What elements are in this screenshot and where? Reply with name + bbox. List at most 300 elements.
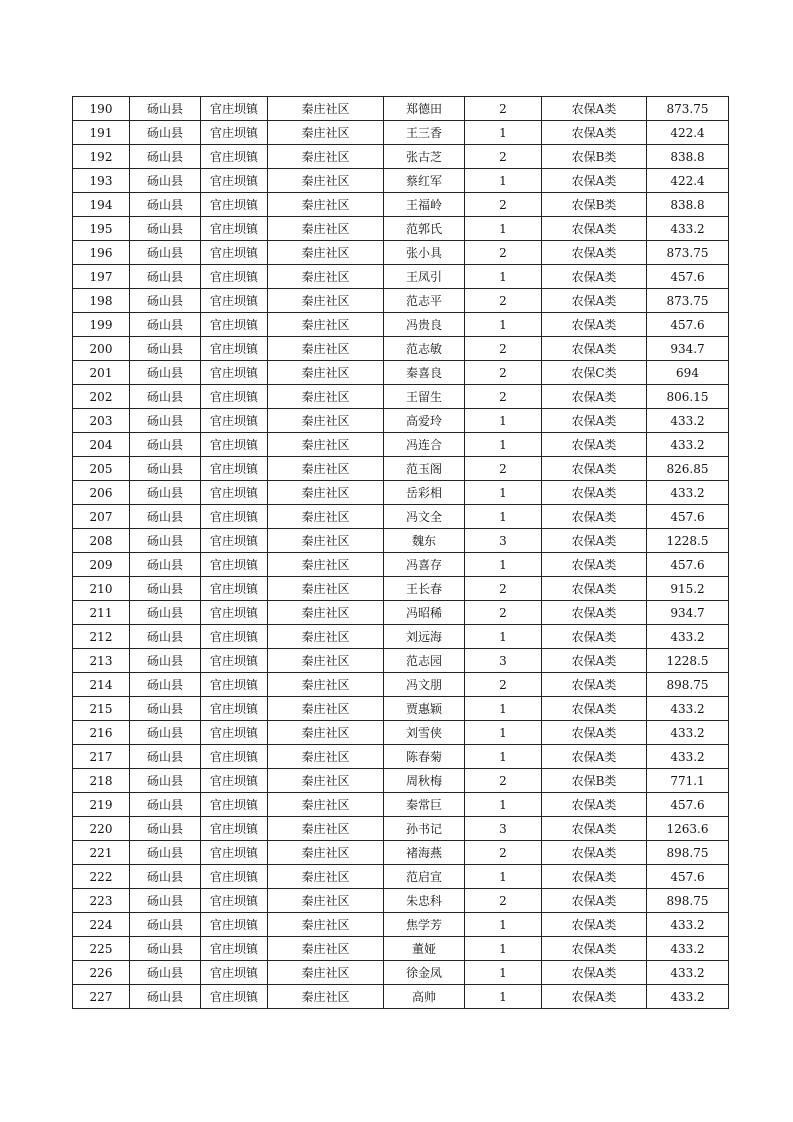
county-cell: 砀山县: [130, 193, 201, 217]
category-cell: 农保A类: [542, 313, 647, 337]
household-size-cell: 1: [465, 625, 542, 649]
town-cell: 官庄坝镇: [201, 193, 268, 217]
row-number-cell: 194: [73, 193, 130, 217]
category-cell: 农保A类: [542, 817, 647, 841]
category-cell: 农保A类: [542, 601, 647, 625]
household-size-cell: 1: [465, 745, 542, 769]
row-number-cell: 221: [73, 841, 130, 865]
county-cell: 砀山县: [130, 121, 201, 145]
category-cell: 农保A类: [542, 121, 647, 145]
county-cell: 砀山县: [130, 361, 201, 385]
county-cell: 砀山县: [130, 673, 201, 697]
community-cell: 秦庄社区: [268, 457, 384, 481]
name-cell: 朱忠科: [384, 889, 465, 913]
amount-cell: 934.7: [647, 337, 729, 361]
community-cell: 秦庄社区: [268, 841, 384, 865]
town-cell: 官庄坝镇: [201, 937, 268, 961]
household-size-cell: 1: [465, 937, 542, 961]
amount-cell: 457.6: [647, 553, 729, 577]
community-cell: 秦庄社区: [268, 145, 384, 169]
table-row: [73, 265, 729, 289]
table-row: [73, 529, 729, 553]
county-cell: 砀山县: [130, 145, 201, 169]
town-cell: 官庄坝镇: [201, 361, 268, 385]
amount-cell: 457.6: [647, 793, 729, 817]
county-cell: 砀山县: [130, 529, 201, 553]
table-row: [73, 289, 729, 313]
household-size-cell: 2: [465, 601, 542, 625]
row-number-cell: 217: [73, 745, 130, 769]
household-size-cell: 1: [465, 169, 542, 193]
row-number-cell: 206: [73, 481, 130, 505]
household-size-cell: 3: [465, 649, 542, 673]
household-size-cell: 2: [465, 385, 542, 409]
row-number-cell: 203: [73, 409, 130, 433]
amount-cell: 457.6: [647, 865, 729, 889]
town-cell: 官庄坝镇: [201, 961, 268, 985]
community-cell: 秦庄社区: [268, 625, 384, 649]
name-cell: 范启宣: [384, 865, 465, 889]
table-row: [73, 601, 729, 625]
town-cell: 官庄坝镇: [201, 577, 268, 601]
name-cell: 徐金凤: [384, 961, 465, 985]
amount-cell: 433.2: [647, 481, 729, 505]
category-cell: 农保A类: [542, 385, 647, 409]
community-cell: 秦庄社区: [268, 241, 384, 265]
household-size-cell: 2: [465, 97, 542, 121]
town-cell: 官庄坝镇: [201, 145, 268, 169]
row-number-cell: 208: [73, 529, 130, 553]
table-body: [73, 97, 729, 1009]
table-row: [73, 193, 729, 217]
table-row: [73, 625, 729, 649]
county-cell: 砀山县: [130, 577, 201, 601]
category-cell: 农保A类: [542, 265, 647, 289]
name-cell: 冯文朋: [384, 673, 465, 697]
community-cell: 秦庄社区: [268, 169, 384, 193]
name-cell: 周秋梅: [384, 769, 465, 793]
name-cell: 冯昭稀: [384, 601, 465, 625]
town-cell: 官庄坝镇: [201, 721, 268, 745]
amount-cell: 873.75: [647, 241, 729, 265]
community-cell: 秦庄社区: [268, 529, 384, 553]
table-row: [73, 865, 729, 889]
name-cell: 孙书记: [384, 817, 465, 841]
county-cell: 砀山县: [130, 697, 201, 721]
community-cell: 秦庄社区: [268, 481, 384, 505]
name-cell: 焦学芳: [384, 913, 465, 937]
community-cell: 秦庄社区: [268, 289, 384, 313]
household-size-cell: 1: [465, 313, 542, 337]
category-cell: 农保A类: [542, 625, 647, 649]
town-cell: 官庄坝镇: [201, 601, 268, 625]
household-size-cell: 2: [465, 769, 542, 793]
name-cell: 王三香: [384, 121, 465, 145]
name-cell: 王长春: [384, 577, 465, 601]
town-cell: 官庄坝镇: [201, 625, 268, 649]
name-cell: 郑德田: [384, 97, 465, 121]
category-cell: 农保A类: [542, 697, 647, 721]
row-number-cell: 225: [73, 937, 130, 961]
county-cell: 砀山县: [130, 433, 201, 457]
name-cell: 范郭氏: [384, 217, 465, 241]
household-size-cell: 1: [465, 865, 542, 889]
category-cell: 农保A类: [542, 793, 647, 817]
row-number-cell: 198: [73, 289, 130, 313]
category-cell: 农保A类: [542, 649, 647, 673]
household-size-cell: 2: [465, 577, 542, 601]
row-number-cell: 222: [73, 865, 130, 889]
row-number-cell: 190: [73, 97, 130, 121]
community-cell: 秦庄社区: [268, 889, 384, 913]
category-cell: 农保A类: [542, 481, 647, 505]
category-cell: 农保A类: [542, 841, 647, 865]
community-cell: 秦庄社区: [268, 865, 384, 889]
county-cell: 砀山县: [130, 865, 201, 889]
household-size-cell: 1: [465, 265, 542, 289]
county-cell: 砀山县: [130, 769, 201, 793]
amount-cell: 433.2: [647, 961, 729, 985]
amount-cell: 433.2: [647, 217, 729, 241]
table-row: [73, 505, 729, 529]
household-size-cell: 2: [465, 889, 542, 913]
community-cell: 秦庄社区: [268, 385, 384, 409]
row-number-cell: 204: [73, 433, 130, 457]
name-cell: 魏东: [384, 529, 465, 553]
community-cell: 秦庄社区: [268, 553, 384, 577]
household-size-cell: 1: [465, 121, 542, 145]
amount-cell: 838.8: [647, 145, 729, 169]
amount-cell: 873.75: [647, 97, 729, 121]
county-cell: 砀山县: [130, 985, 201, 1009]
community-cell: 秦庄社区: [268, 337, 384, 361]
household-size-cell: 1: [465, 913, 542, 937]
household-size-cell: 2: [465, 841, 542, 865]
category-cell: 农保A类: [542, 289, 647, 313]
table-row: [73, 697, 729, 721]
county-cell: 砀山县: [130, 601, 201, 625]
row-number-cell: 214: [73, 673, 130, 697]
row-number-cell: 219: [73, 793, 130, 817]
row-number-cell: 216: [73, 721, 130, 745]
community-cell: 秦庄社区: [268, 793, 384, 817]
category-cell: 农保A类: [542, 217, 647, 241]
county-cell: 砀山县: [130, 241, 201, 265]
row-number-cell: 215: [73, 697, 130, 721]
row-number-cell: 226: [73, 961, 130, 985]
table-row: [73, 985, 729, 1009]
town-cell: 官庄坝镇: [201, 433, 268, 457]
community-cell: 秦庄社区: [268, 817, 384, 841]
table-row: [73, 457, 729, 481]
community-cell: 秦庄社区: [268, 721, 384, 745]
household-size-cell: 1: [465, 793, 542, 817]
town-cell: 官庄坝镇: [201, 985, 268, 1009]
county-cell: 砀山县: [130, 97, 201, 121]
category-cell: 农保A类: [542, 865, 647, 889]
row-number-cell: 213: [73, 649, 130, 673]
name-cell: 贾惠颖: [384, 697, 465, 721]
household-size-cell: 2: [465, 289, 542, 313]
row-number-cell: 223: [73, 889, 130, 913]
row-number-cell: 201: [73, 361, 130, 385]
county-cell: 砀山县: [130, 337, 201, 361]
table-row: [73, 145, 729, 169]
county-cell: 砀山县: [130, 505, 201, 529]
amount-cell: 838.8: [647, 193, 729, 217]
table-row: [73, 553, 729, 577]
county-cell: 砀山县: [130, 481, 201, 505]
amount-cell: 898.75: [647, 889, 729, 913]
county-cell: 砀山县: [130, 289, 201, 313]
town-cell: 官庄坝镇: [201, 889, 268, 913]
name-cell: 陈春菊: [384, 745, 465, 769]
town-cell: 官庄坝镇: [201, 289, 268, 313]
amount-cell: 457.6: [647, 505, 729, 529]
county-cell: 砀山县: [130, 961, 201, 985]
household-size-cell: 1: [465, 217, 542, 241]
community-cell: 秦庄社区: [268, 745, 384, 769]
county-cell: 砀山县: [130, 457, 201, 481]
community-cell: 秦庄社区: [268, 193, 384, 217]
county-cell: 砀山县: [130, 409, 201, 433]
community-cell: 秦庄社区: [268, 937, 384, 961]
table-row: [73, 721, 729, 745]
community-cell: 秦庄社区: [268, 409, 384, 433]
amount-cell: 433.2: [647, 913, 729, 937]
name-cell: 张小具: [384, 241, 465, 265]
amount-cell: 873.75: [647, 289, 729, 313]
table-row: [73, 673, 729, 697]
table-row: [73, 649, 729, 673]
town-cell: 官庄坝镇: [201, 313, 268, 337]
household-size-cell: 2: [465, 145, 542, 169]
amount-cell: 898.75: [647, 841, 729, 865]
county-cell: 砀山县: [130, 385, 201, 409]
household-size-cell: 1: [465, 505, 542, 529]
amount-cell: 771.1: [647, 769, 729, 793]
household-size-cell: 2: [465, 361, 542, 385]
household-size-cell: 3: [465, 529, 542, 553]
row-number-cell: 196: [73, 241, 130, 265]
county-cell: 砀山县: [130, 625, 201, 649]
household-size-cell: 1: [465, 409, 542, 433]
amount-cell: 422.4: [647, 121, 729, 145]
row-number-cell: 199: [73, 313, 130, 337]
household-size-cell: 1: [465, 433, 542, 457]
household-size-cell: 1: [465, 553, 542, 577]
name-cell: 冯喜存: [384, 553, 465, 577]
community-cell: 秦庄社区: [268, 313, 384, 337]
household-size-cell: 2: [465, 337, 542, 361]
name-cell: 褚海燕: [384, 841, 465, 865]
household-size-cell: 3: [465, 817, 542, 841]
community-cell: 秦庄社区: [268, 673, 384, 697]
amount-cell: 694: [647, 361, 729, 385]
row-number-cell: 210: [73, 577, 130, 601]
table-row: [73, 361, 729, 385]
row-number-cell: 212: [73, 625, 130, 649]
name-cell: 岳彩相: [384, 481, 465, 505]
town-cell: 官庄坝镇: [201, 121, 268, 145]
name-cell: 冯文全: [384, 505, 465, 529]
town-cell: 官庄坝镇: [201, 217, 268, 241]
category-cell: 农保A类: [542, 577, 647, 601]
name-cell: 王留生: [384, 385, 465, 409]
amount-cell: 457.6: [647, 265, 729, 289]
category-cell: 农保A类: [542, 529, 647, 553]
town-cell: 官庄坝镇: [201, 841, 268, 865]
name-cell: 董娅: [384, 937, 465, 961]
table-row: [73, 577, 729, 601]
category-cell: 农保A类: [542, 457, 647, 481]
row-number-cell: 200: [73, 337, 130, 361]
household-size-cell: 2: [465, 241, 542, 265]
name-cell: 蔡红军: [384, 169, 465, 193]
amount-cell: 433.2: [647, 937, 729, 961]
table-row: [73, 433, 729, 457]
town-cell: 官庄坝镇: [201, 913, 268, 937]
household-size-cell: 2: [465, 457, 542, 481]
category-cell: 农保A类: [542, 985, 647, 1009]
category-cell: 农保A类: [542, 961, 647, 985]
table-row: [73, 217, 729, 241]
county-cell: 砀山县: [130, 913, 201, 937]
county-cell: 砀山县: [130, 841, 201, 865]
row-number-cell: 192: [73, 145, 130, 169]
community-cell: 秦庄社区: [268, 961, 384, 985]
community-cell: 秦庄社区: [268, 121, 384, 145]
county-cell: 砀山县: [130, 217, 201, 241]
row-number-cell: 209: [73, 553, 130, 577]
town-cell: 官庄坝镇: [201, 649, 268, 673]
name-cell: 刘雪侠: [384, 721, 465, 745]
table-row: [73, 385, 729, 409]
town-cell: 官庄坝镇: [201, 481, 268, 505]
row-number-cell: 205: [73, 457, 130, 481]
name-cell: 范志平: [384, 289, 465, 313]
town-cell: 官庄坝镇: [201, 553, 268, 577]
town-cell: 官庄坝镇: [201, 241, 268, 265]
community-cell: 秦庄社区: [268, 601, 384, 625]
amount-cell: 433.2: [647, 697, 729, 721]
household-size-cell: 1: [465, 697, 542, 721]
county-cell: 砀山县: [130, 649, 201, 673]
name-cell: 王福岭: [384, 193, 465, 217]
row-number-cell: 227: [73, 985, 130, 1009]
category-cell: 农保A类: [542, 745, 647, 769]
town-cell: 官庄坝镇: [201, 505, 268, 529]
town-cell: 官庄坝镇: [201, 265, 268, 289]
table-row: [73, 97, 729, 121]
table-row: [73, 889, 729, 913]
town-cell: 官庄坝镇: [201, 385, 268, 409]
amount-cell: 433.2: [647, 625, 729, 649]
amount-cell: 422.4: [647, 169, 729, 193]
community-cell: 秦庄社区: [268, 577, 384, 601]
table-row: [73, 745, 729, 769]
table-row: [73, 817, 729, 841]
row-number-cell: 202: [73, 385, 130, 409]
name-cell: 冯连合: [384, 433, 465, 457]
town-cell: 官庄坝镇: [201, 697, 268, 721]
community-cell: 秦庄社区: [268, 649, 384, 673]
community-cell: 秦庄社区: [268, 265, 384, 289]
town-cell: 官庄坝镇: [201, 793, 268, 817]
category-cell: 农保A类: [542, 913, 647, 937]
town-cell: 官庄坝镇: [201, 337, 268, 361]
community-cell: 秦庄社区: [268, 913, 384, 937]
amount-cell: 934.7: [647, 601, 729, 625]
row-number-cell: 220: [73, 817, 130, 841]
table-row: [73, 793, 729, 817]
community-cell: 秦庄社区: [268, 361, 384, 385]
row-number-cell: 195: [73, 217, 130, 241]
name-cell: 范志敏: [384, 337, 465, 361]
household-size-cell: 1: [465, 985, 542, 1009]
name-cell: 范玉阁: [384, 457, 465, 481]
table-row: [73, 241, 729, 265]
name-cell: 张古芝: [384, 145, 465, 169]
row-number-cell: 218: [73, 769, 130, 793]
category-cell: 农保A类: [542, 553, 647, 577]
table-row: [73, 121, 729, 145]
category-cell: 农保A类: [542, 937, 647, 961]
town-cell: 官庄坝镇: [201, 409, 268, 433]
county-cell: 砀山县: [130, 313, 201, 337]
household-size-cell: 1: [465, 721, 542, 745]
table-row: [73, 409, 729, 433]
town-cell: 官庄坝镇: [201, 457, 268, 481]
category-cell: 农保A类: [542, 169, 647, 193]
name-cell: 刘远海: [384, 625, 465, 649]
community-cell: 秦庄社区: [268, 97, 384, 121]
household-size-cell: 1: [465, 481, 542, 505]
table-row: [73, 313, 729, 337]
community-cell: 秦庄社区: [268, 433, 384, 457]
amount-cell: 1228.5: [647, 649, 729, 673]
county-cell: 砀山县: [130, 553, 201, 577]
category-cell: 农保A类: [542, 889, 647, 913]
table-row: [73, 961, 729, 985]
community-cell: 秦庄社区: [268, 769, 384, 793]
name-cell: 高帅: [384, 985, 465, 1009]
county-cell: 砀山县: [130, 169, 201, 193]
county-cell: 砀山县: [130, 889, 201, 913]
amount-cell: 915.2: [647, 577, 729, 601]
row-number-cell: 197: [73, 265, 130, 289]
amount-cell: 457.6: [647, 313, 729, 337]
table-row: [73, 769, 729, 793]
category-cell: 农保A类: [542, 337, 647, 361]
category-cell: 农保B类: [542, 145, 647, 169]
row-number-cell: 211: [73, 601, 130, 625]
amount-cell: 1228.5: [647, 529, 729, 553]
name-cell: 冯贵良: [384, 313, 465, 337]
community-cell: 秦庄社区: [268, 985, 384, 1009]
amount-cell: 806.15: [647, 385, 729, 409]
town-cell: 官庄坝镇: [201, 169, 268, 193]
name-cell: 高爱玲: [384, 409, 465, 433]
name-cell: 秦常巨: [384, 793, 465, 817]
category-cell: 农保A类: [542, 505, 647, 529]
community-cell: 秦庄社区: [268, 697, 384, 721]
category-cell: 农保B类: [542, 769, 647, 793]
town-cell: 官庄坝镇: [201, 97, 268, 121]
household-size-cell: 2: [465, 673, 542, 697]
row-number-cell: 191: [73, 121, 130, 145]
amount-cell: 898.75: [647, 673, 729, 697]
